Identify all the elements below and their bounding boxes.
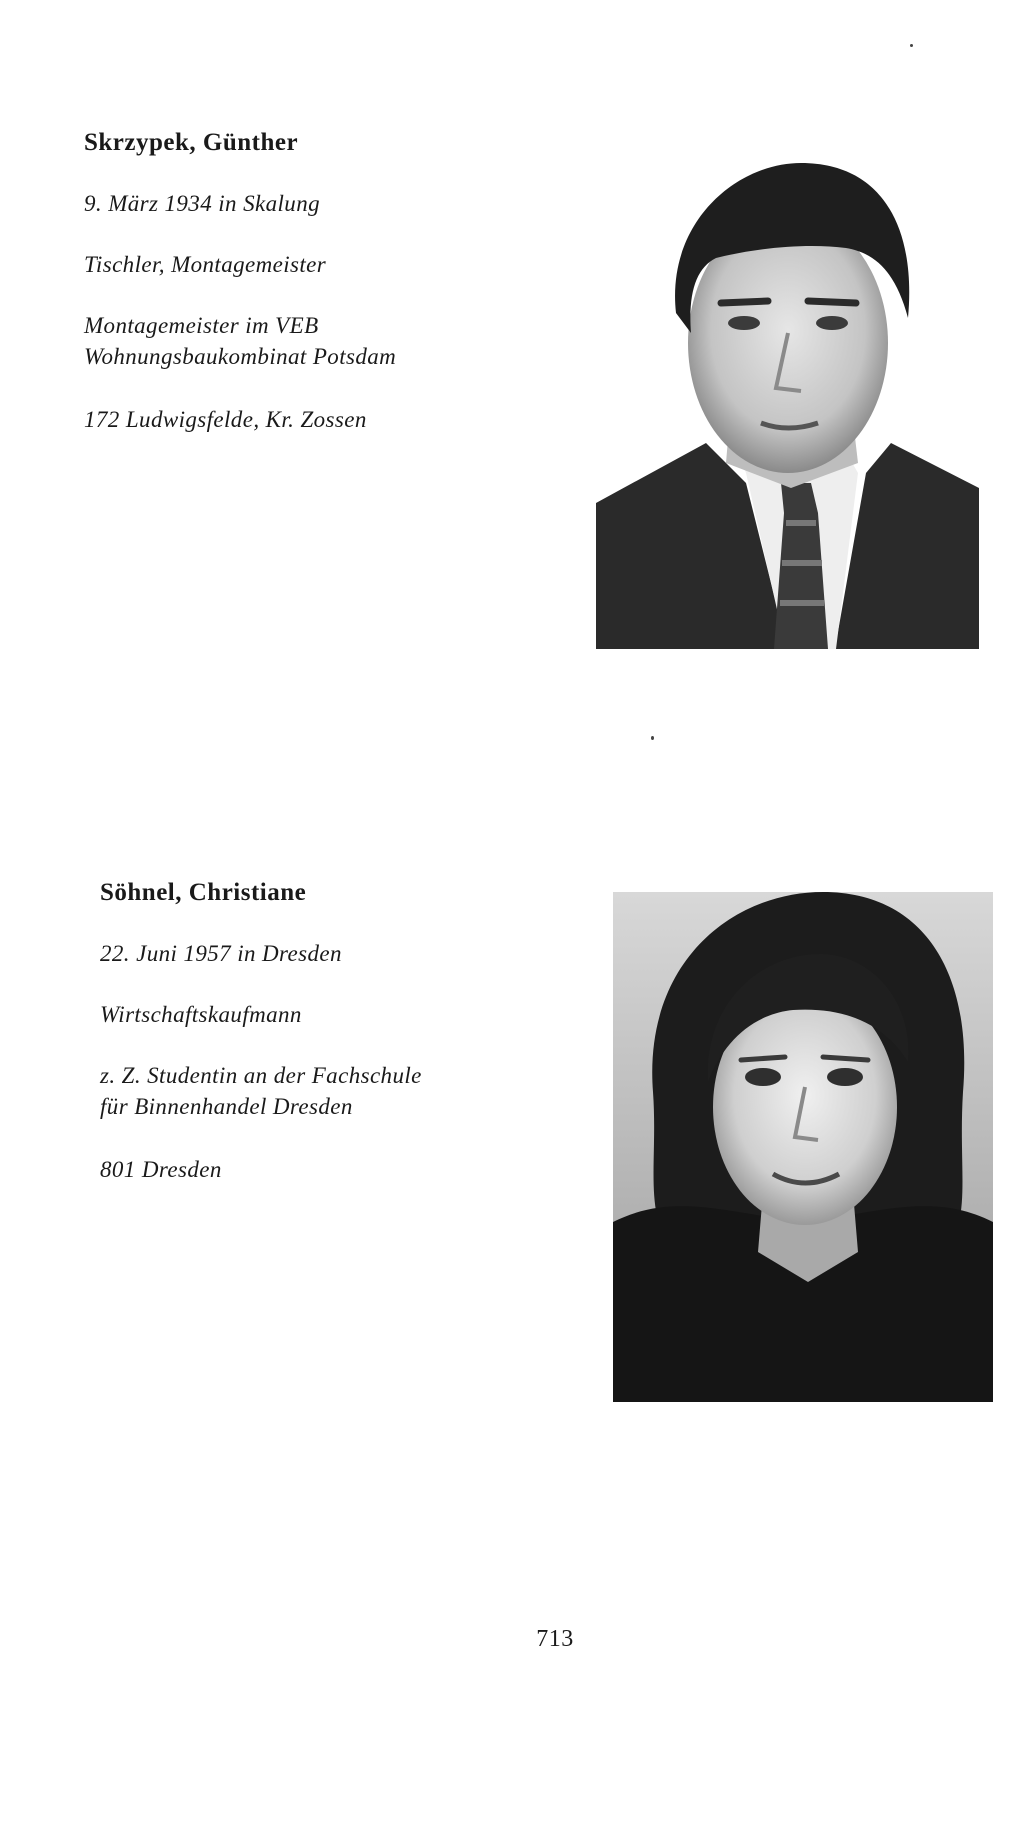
position-line-1: Montagemeister im VEB (84, 313, 319, 338)
address: 801 Dresden (100, 1157, 222, 1182)
address: 172 Ludwigsfelde, Kr. Zossen (84, 407, 367, 432)
person-name: Skrzypek, Günther (84, 129, 299, 156)
scan-speck (651, 736, 654, 740)
portrait-photo-woman (613, 892, 993, 1402)
position-line-2: Wohnungsbaukombinat Potsdam (84, 344, 397, 369)
profession: Wirtschaftskaufmann (100, 1002, 302, 1027)
entry-skrzypek (84, 128, 564, 435)
birth-info: 22. Juni 1957 in Dresden (100, 941, 342, 966)
portrait-woman-image (613, 892, 993, 1402)
portrait-man-image (596, 143, 979, 649)
scan-speck (910, 44, 913, 47)
page-number: 713 (536, 1626, 574, 1652)
profession: Tischler, Montagemeister (84, 252, 327, 277)
birth-info: 9. März 1934 in Skalung (84, 191, 320, 216)
person-name: Söhnel, Christiane (100, 879, 307, 906)
entry-soehnel (100, 878, 580, 1185)
position-line-1: z. Z. Studentin an der Fachschule (100, 1063, 422, 1088)
position-line-2: für Binnenhandel Dresden (100, 1094, 353, 1119)
portrait-photo-man (596, 143, 979, 649)
